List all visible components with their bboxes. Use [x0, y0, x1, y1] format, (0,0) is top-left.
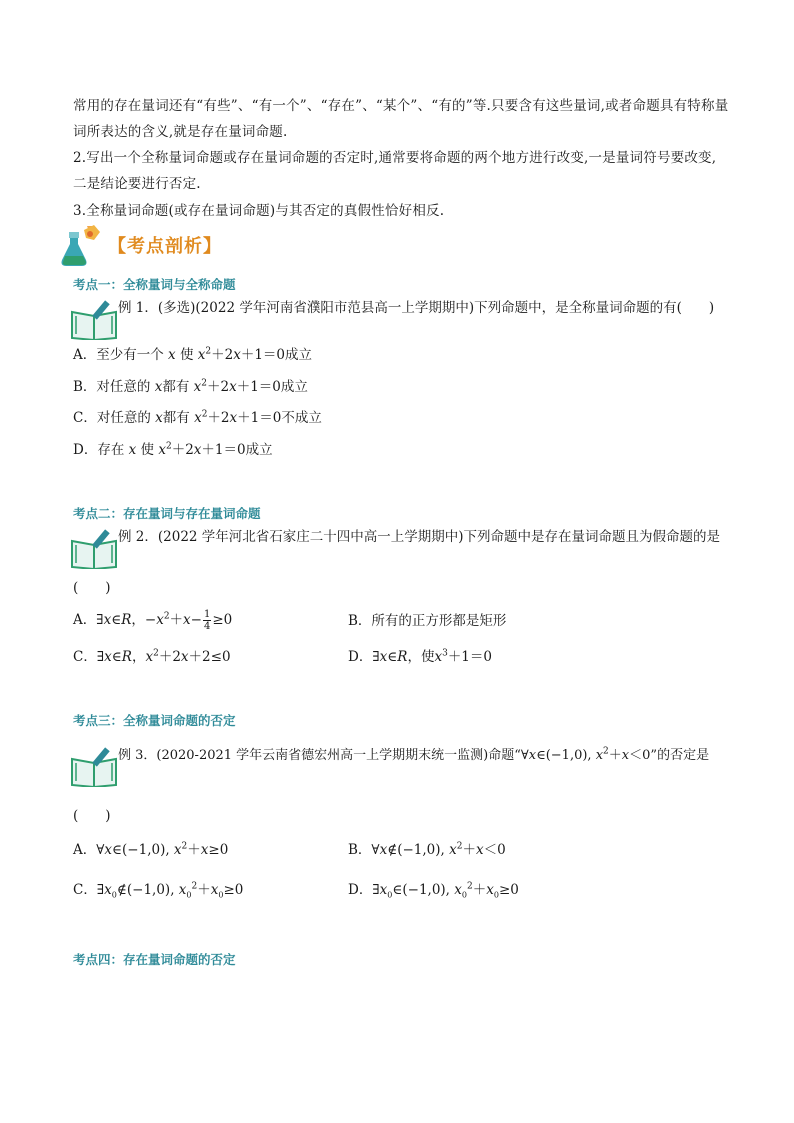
- option-text: 成立: [245, 442, 273, 458]
- intro-line-1: 常用的存在量词还有“有些”、“有一个”、“存在”、“某个”、“有的”等.只要含有这些量词,或者命题具有特称量: [73, 98, 729, 114]
- option-label: C．: [73, 410, 97, 426]
- option-label: A．: [73, 842, 97, 858]
- example-3-option-a: A．∀x∈(−1,0), $x^2+x\ge 0$: [73, 841, 229, 858]
- topic-4-heading: 考点四：存在量词命题的否定: [73, 952, 236, 967]
- option-text: 对任意的: [96, 410, 151, 426]
- example-3-option-c: C．$\exists x_0\notin(-1,0)$, $x_0^2+x_0\ge 0$: [73, 881, 244, 900]
- example-3-option-d: D．$\exists x_0\in(-1,0)$, $x_0^2+x_0\ge 0$: [348, 881, 519, 900]
- example-1-stem: 例 1．(多选)(2022 学年河南省濮阳市范县高一上学期期中)下列命题中，是全称量词命题的有( ): [118, 300, 715, 316]
- example-2-option-c: C．∃x∈R，$x^2+2x+2\le 0$: [73, 648, 231, 665]
- option-label: D．: [348, 649, 373, 665]
- answer-paren: ( ): [73, 580, 111, 596]
- option-label: C．: [73, 649, 97, 665]
- topic-2-heading: 考点二：存在量词与存在量词命题: [73, 506, 261, 521]
- intro-line-3: 2.写出一个全称量词命题或存在量词命题的否定时,通常要将命题的两个地方进行改变,一是量词符号要改变,: [73, 150, 717, 166]
- example-3-option-b: B．∀x∉(−1,0), $x^2+x<0$: [348, 841, 506, 858]
- flask-icon: [60, 222, 106, 268]
- option-text: 至少有一个: [96, 347, 164, 363]
- stem-text: ”的否定是: [650, 748, 710, 763]
- option-text: 所有的正方形都是矩形: [371, 613, 507, 629]
- example-3-stem: 例 3．(2020-2021 学年云南省德宏州高一上学期期末统一监测)命题“∀x∈(−1,0), $x^2+x<0$”的否定是: [118, 746, 710, 763]
- example-2-option-d: D．∃x∈R，使$x^3+1=0$: [348, 648, 492, 665]
- option-label: B．: [348, 613, 372, 629]
- option-label: D．: [348, 882, 373, 898]
- stem-text: 例 3．(2020-2021 学年云南省德宏州高一上学期期末统一监测)命题“: [118, 748, 521, 763]
- example-2-option-b: [348, 611, 506, 631]
- book-pencil-icon: [70, 298, 118, 340]
- option-text: 都有: [162, 410, 190, 426]
- option-text: 成立: [285, 347, 313, 363]
- option-label: A．: [73, 612, 97, 628]
- intro-line-5: 3.全称量词命题(或存在量词命题)与其否定的真假性恰好相反.: [73, 203, 445, 219]
- intro-line-4: 二是结论要进行否定.: [73, 176, 201, 192]
- topic-3-heading: 考点三：全称量词命题的否定: [73, 713, 236, 728]
- option-text: ，使: [407, 649, 435, 665]
- option-text: 存在: [97, 442, 125, 458]
- section-title: 【考点剖析】: [108, 236, 222, 257]
- example-2-stem: 例 2．(2022 学年河北省石家庄二十四中高一上学期期中)下列命题中是存在量词命题且为假命题的是: [118, 529, 721, 545]
- book-pencil-icon: [70, 745, 118, 787]
- fraction: $\frac{1}{4}$: [203, 609, 211, 632]
- formula: x: [168, 347, 176, 363]
- example-1-option-d: D．存在 x 使 $x^2+2x+1=0$成立: [73, 441, 273, 458]
- option-label: D．: [73, 442, 98, 458]
- book-pencil-icon: [70, 527, 118, 569]
- option-text: 都有: [162, 379, 190, 395]
- option-text: 对任意的: [96, 379, 151, 395]
- intro-line-2: 词所表达的含义,就是存在量词命题.: [73, 124, 288, 140]
- example-1-option-a: A．至少有一个 x 使 $x^2+2x+1=0$成立: [73, 346, 313, 363]
- option-label: B．: [348, 842, 372, 858]
- option-label: C．: [73, 882, 97, 898]
- answer-paren: ( ): [73, 808, 111, 824]
- example-1-option-c: C．对任意的 x都有 $x^2+2x+1=0$不成立: [73, 409, 322, 426]
- option-text: 成立: [280, 379, 308, 395]
- topic-1-heading: 考点一：全称量词与全称命题: [73, 277, 236, 292]
- option-label: B．: [73, 379, 97, 395]
- example-1-option-b: B．对任意的 x都有 $x^2+2x+1=0$成立: [73, 378, 308, 395]
- option-text: 不成立: [281, 410, 322, 426]
- example-2-option-a: A．∃x∈R，$-x^2+x-$ $\frac{1}{4}$ ≥0: [73, 609, 233, 632]
- formula: x: [197, 347, 206, 363]
- option-label: A．: [73, 347, 97, 363]
